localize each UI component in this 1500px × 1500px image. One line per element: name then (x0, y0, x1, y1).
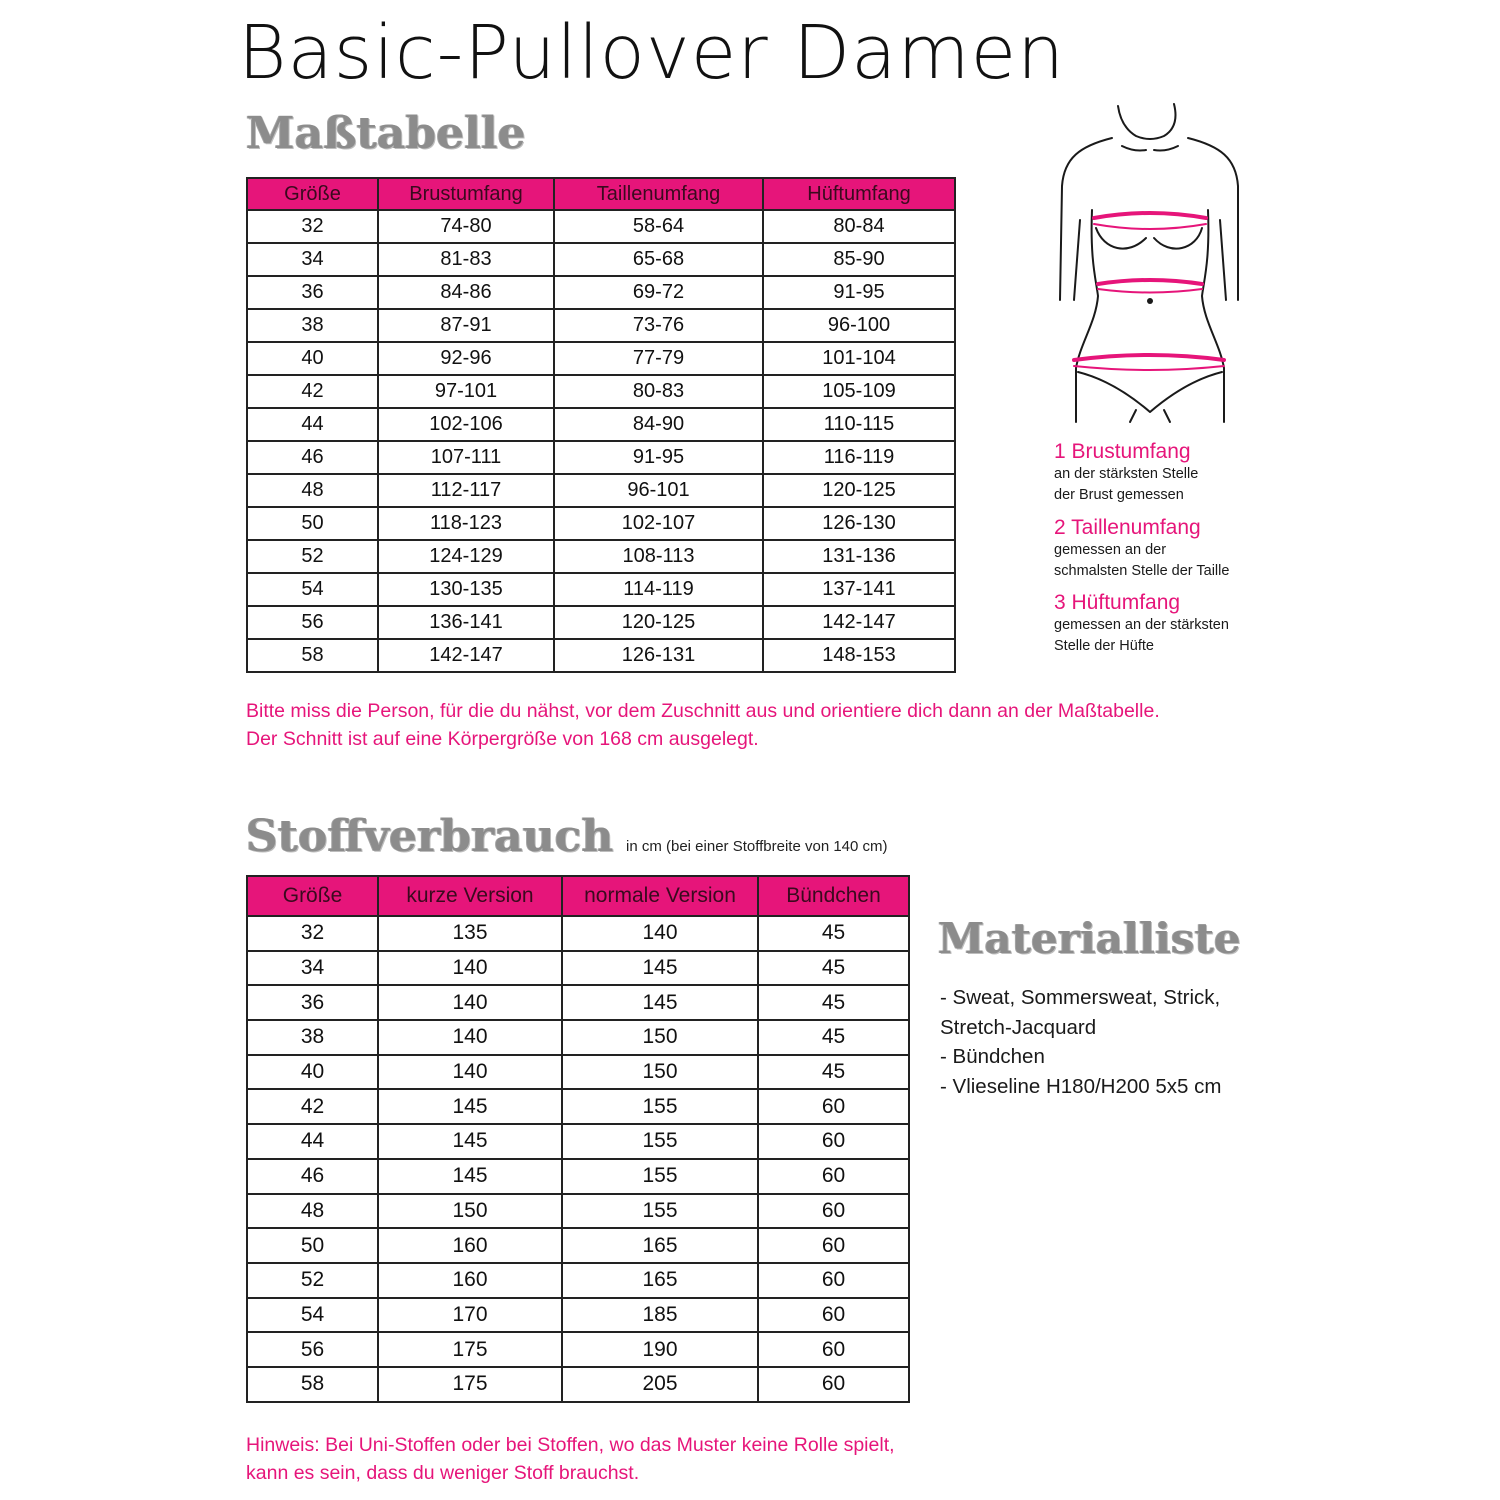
table-cell: 32 (247, 210, 378, 243)
table-cell: 91-95 (763, 276, 955, 309)
table-row (247, 1194, 909, 1229)
table-cell: 45 (758, 1055, 909, 1090)
table-cell: 80-83 (554, 375, 763, 408)
table-cell: 58 (247, 1367, 378, 1402)
column-header: Größe (247, 178, 378, 210)
table-cell: 60 (758, 1298, 909, 1333)
table-cell: 145 (562, 951, 758, 986)
table-cell: 60 (758, 1228, 909, 1263)
table-row (247, 1332, 909, 1367)
table-cell: 40 (247, 1055, 378, 1090)
table-cell: 96-101 (554, 474, 763, 507)
table-cell: 56 (247, 606, 378, 639)
table-cell: 42 (247, 375, 378, 408)
material-list-item: - Bündchen (940, 1045, 1045, 1068)
table-cell: 131-136 (763, 540, 955, 573)
table-cell: 34 (247, 243, 378, 276)
column-header: Brustumfang (378, 178, 554, 210)
table-row (247, 375, 955, 408)
table-cell: 45 (758, 1020, 909, 1055)
table-cell: 91-95 (554, 441, 763, 474)
material-list-item: - Sweat, Sommersweat, Strick, (940, 986, 1221, 1009)
fabric-usage-table (246, 875, 910, 1403)
body-measurement-figure-icon (1050, 100, 1250, 430)
table-cell: 60 (758, 1089, 909, 1124)
legend-item-waist (1054, 516, 1229, 581)
table-row (247, 1089, 909, 1124)
table-row (247, 916, 909, 951)
material-list-heading: Materialliste (938, 914, 1241, 963)
table-row (247, 408, 955, 441)
table-row (247, 951, 909, 986)
table-row (247, 474, 955, 507)
material-list-item: Stretch-Jacquard (940, 1015, 1097, 1039)
table-cell: 36 (247, 985, 378, 1020)
table-cell: 45 (758, 916, 909, 951)
table-row (247, 985, 909, 1020)
measurement-table (246, 177, 956, 673)
fabric-hint-line: kann es sein, dass du weniger Stoff brauchst. (246, 1462, 640, 1484)
table-row (247, 309, 955, 342)
legend-description: gemessen an der stärksten (1054, 617, 1229, 633)
table-cell: 102-106 (378, 408, 554, 441)
table-cell: 60 (758, 1332, 909, 1367)
table-cell: 46 (247, 1159, 378, 1194)
table-cell: 69-72 (554, 276, 763, 309)
measurement-note (246, 697, 1160, 753)
table-cell: 118-123 (378, 507, 554, 540)
table-row (247, 1367, 909, 1402)
table-cell: 80-84 (763, 210, 955, 243)
table-cell: 165 (562, 1228, 758, 1263)
legend-item-bust (1054, 440, 1198, 505)
table-cell: 50 (247, 507, 378, 540)
column-header: Taillenumfang (554, 178, 763, 210)
table-row (247, 1020, 909, 1055)
table-row (247, 276, 955, 309)
table-cell: 160 (378, 1263, 562, 1298)
table-cell: 44 (247, 1124, 378, 1159)
fabric-hint-line: Hinweis: Bei Uni-Stoffen oder bei Stoffen, wo das Muster keine Rolle spielt, (246, 1434, 895, 1456)
table-row (247, 342, 955, 375)
table-cell: 45 (758, 985, 909, 1020)
table-cell: 155 (562, 1089, 758, 1124)
table-cell: 190 (562, 1332, 758, 1367)
table-cell: 32 (247, 916, 378, 951)
table-cell: 58 (247, 639, 378, 672)
measurement-table-heading: Maßtabelle (246, 108, 526, 159)
table-cell: 92-96 (378, 342, 554, 375)
table-cell: 145 (378, 1159, 562, 1194)
table-cell: 52 (247, 540, 378, 573)
table-cell: 170 (378, 1298, 562, 1333)
table-cell: 50 (247, 1228, 378, 1263)
table-cell: 145 (562, 985, 758, 1020)
table-cell: 142-147 (378, 639, 554, 672)
column-header: Größe (247, 876, 378, 916)
table-cell: 48 (247, 1194, 378, 1229)
table-cell: 124-129 (378, 540, 554, 573)
table-cell: 185 (562, 1298, 758, 1333)
table-cell: 38 (247, 309, 378, 342)
table-cell: 110-115 (763, 408, 955, 441)
measurement-note-line: Der Schnitt ist auf eine Körpergröße von 168 cm ausgelegt. (246, 728, 759, 750)
table-cell: 140 (378, 1055, 562, 1090)
table-cell: 42 (247, 1089, 378, 1124)
table-cell: 150 (378, 1194, 562, 1229)
table-cell: 165 (562, 1263, 758, 1298)
table-row (247, 507, 955, 540)
table-row (247, 639, 955, 672)
table-cell: 205 (562, 1367, 758, 1402)
table-cell: 148-153 (763, 639, 955, 672)
table-row (247, 1124, 909, 1159)
table-cell: 54 (247, 1298, 378, 1333)
table-cell: 145 (378, 1124, 562, 1159)
table-cell: 60 (758, 1194, 909, 1229)
table-cell: 81-83 (378, 243, 554, 276)
legend-description: gemessen an der (1054, 542, 1167, 558)
table-cell: 84-86 (378, 276, 554, 309)
table-cell: 136-141 (378, 606, 554, 639)
table-cell: 175 (378, 1367, 562, 1402)
table-cell: 60 (758, 1367, 909, 1402)
table-cell: 150 (562, 1055, 758, 1090)
table-cell: 140 (378, 985, 562, 1020)
legend-item-hip (1054, 591, 1229, 656)
table-cell: 140 (378, 951, 562, 986)
table-cell: 145 (378, 1089, 562, 1124)
table-cell: 105-109 (763, 375, 955, 408)
page-title: Basic-Pullover Damen (238, 10, 1066, 96)
table-cell: 96-100 (763, 309, 955, 342)
table-cell: 84-90 (554, 408, 763, 441)
table-cell: 160 (378, 1228, 562, 1263)
legend-title: 3 Hüftumfang (1054, 591, 1181, 614)
table-cell: 114-119 (554, 573, 763, 606)
table-cell: 126-131 (554, 639, 763, 672)
table-cell: 155 (562, 1194, 758, 1229)
table-row (247, 441, 955, 474)
table-cell: 135 (378, 916, 562, 951)
table-cell: 36 (247, 276, 378, 309)
column-header: Bündchen (758, 876, 909, 916)
table-cell: 150 (562, 1020, 758, 1055)
table-row (247, 1159, 909, 1194)
table-row (247, 210, 955, 243)
fabric-usage-heading: Stoffverbrauch (246, 811, 614, 862)
table-cell: 77-79 (554, 342, 763, 375)
table-cell: 112-117 (378, 474, 554, 507)
table-cell: 101-104 (763, 342, 955, 375)
table-cell: 140 (378, 1020, 562, 1055)
table-row (247, 1263, 909, 1298)
column-header: kurze Version (378, 876, 562, 916)
table-cell: 155 (562, 1124, 758, 1159)
table-cell: 48 (247, 474, 378, 507)
column-header: Hüftumfang (763, 178, 955, 210)
table-cell: 87-91 (378, 309, 554, 342)
table-cell: 56 (247, 1332, 378, 1367)
table-cell: 73-76 (554, 309, 763, 342)
fabric-usage-table-body (247, 916, 909, 1402)
table-cell: 34 (247, 951, 378, 986)
table-cell: 60 (758, 1159, 909, 1194)
table-cell: 44 (247, 408, 378, 441)
table-row (247, 1228, 909, 1263)
table-cell: 46 (247, 441, 378, 474)
table-cell: 108-113 (554, 540, 763, 573)
table-cell: 130-135 (378, 573, 554, 606)
legend-description: an der stärksten Stelle (1054, 466, 1199, 482)
fabric-usage-subnote: in cm (bei einer Stoffbreite von 140 cm) (626, 838, 888, 855)
table-row (247, 573, 955, 606)
material-list-item: - Vlieseline H180/H200 5x5 cm (940, 1074, 1222, 1098)
table-cell: 102-107 (554, 507, 763, 540)
table-cell: 38 (247, 1020, 378, 1055)
legend-description: der Brust gemessen (1054, 486, 1184, 503)
measurement-table-header-row (247, 178, 955, 210)
fabric-usage-table-header-row (247, 876, 909, 916)
table-row (247, 1055, 909, 1090)
legend-title: 2 Taillenumfang (1054, 516, 1201, 539)
table-cell: 60 (758, 1124, 909, 1159)
table-cell: 97-101 (378, 375, 554, 408)
table-cell: 60 (758, 1263, 909, 1298)
table-cell: 155 (562, 1159, 758, 1194)
table-row (247, 243, 955, 276)
table-cell: 74-80 (378, 210, 554, 243)
table-cell: 85-90 (763, 243, 955, 276)
legend-description: schmalsten Stelle der Taille (1054, 562, 1230, 579)
table-cell: 65-68 (554, 243, 763, 276)
table-cell: 116-119 (763, 441, 955, 474)
table-cell: 120-125 (554, 606, 763, 639)
legend-description: Stelle der Hüfte (1054, 637, 1154, 654)
table-cell: 140 (562, 916, 758, 951)
table-cell: 142-147 (763, 606, 955, 639)
table-cell: 126-130 (763, 507, 955, 540)
table-cell: 137-141 (763, 573, 955, 606)
measurement-note-line: Bitte miss die Person, für die du nähst, vor dem Zuschnitt aus und orientiere dich dann an der Maßtabelle. (246, 700, 1160, 722)
fabric-hint-note (246, 1431, 895, 1487)
column-header: normale Version (562, 876, 758, 916)
table-cell: 175 (378, 1332, 562, 1367)
table-cell: 120-125 (763, 474, 955, 507)
table-cell: 107-111 (378, 441, 554, 474)
material-list (940, 983, 1221, 1101)
table-row (247, 540, 955, 573)
table-cell: 52 (247, 1263, 378, 1298)
measurement-table-body (247, 210, 955, 672)
table-cell: 58-64 (554, 210, 763, 243)
table-row (247, 1298, 909, 1333)
table-cell: 45 (758, 951, 909, 986)
table-cell: 40 (247, 342, 378, 375)
legend-title: 1 Brustumfang (1054, 440, 1191, 463)
table-row (247, 606, 955, 639)
table-cell: 54 (247, 573, 378, 606)
